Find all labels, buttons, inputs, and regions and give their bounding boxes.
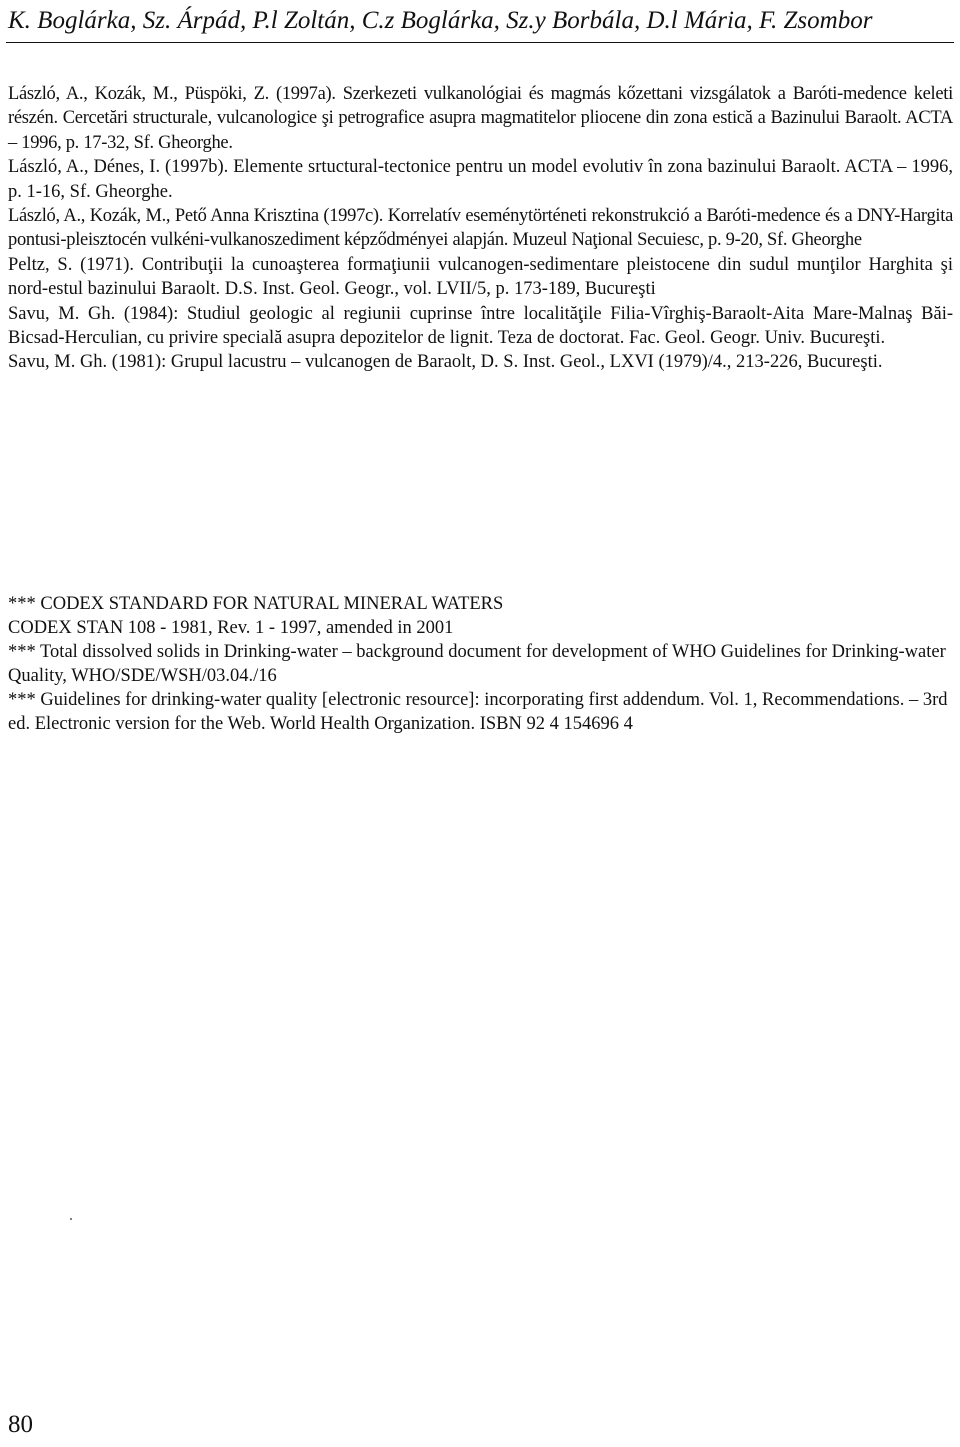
reference-entry: Savu, M. Gh. (1984): Studiul geologic al regiunii cuprinse între localităţile Filia-Vîrghiş-Baraolt-Aita Mare-Malnaş Băi-Bicsad-Herculian, cu privire specială asupra depozitelor de lignit. Teza de doctorat. Fac. Geol. Geogr. Univ. Bucureşti.: [8, 303, 953, 349]
standards-list: [8, 592, 953, 736]
reference-list: [8, 82, 953, 375]
standard-entry: *** CODEX STANDARD FOR NATURAL MINERAL WATERS: [8, 594, 504, 614]
standard-entry: CODEX STAN 108 - 1981, Rev. 1 - 1997, amended in 2001: [8, 618, 454, 638]
scan-speck: [70, 1218, 72, 1220]
reference-entry: László, A., Kozák, M., Pető Anna Krisztina (1997c). Korrelatív eseménytörténeti rekonstrukció a Baróti-medence és a DNY-Hargita pontusi-pleisztocén vulkéni-vulkanoszediment képződményei alapján. Muzeul Naţional Secuiesc, p. 9-20, Sf. Gheorghe: [8, 206, 953, 251]
standard-entry: *** Guidelines for drinking-water quality [electronic resource]: incorporating first addendum. Vol. 1, Recommendations. – 3rd ed. Electronic version for the Web. World Health Organization. ISBN 92 4 154696 4: [8, 690, 948, 734]
standard-entry: *** Total dissolved solids in Drinking-water – background document for development of WHO Guidelines for Drinking-water Quality, WHO/SDE/WSH/03.04./16: [8, 642, 946, 686]
running-header: K. Boglárka, Sz. Árpád, P.l Zoltán, C.z Boglárka, Sz.y Borbála, D.l Mária, F. Zsombor: [8, 7, 873, 34]
page-number: 80: [8, 1411, 33, 1438]
reference-entry: László, A., Kozák, M., Püspöki, Z. (1997a). Szerkezeti vulkanológiai és magmás kőzettani vizsgálatok a Baróti-medence keleti részén. Cercetări structurale, vulcanologice şi petrografice asupra magmatitelor pliocene din zona estică a Bazinului Baraolt. ACTA – 1996, p. 17-32, Sf. Gheorghe.: [8, 84, 953, 153]
reference-entry: Savu, M. Gh. (1981): Grupul lacustru – vulcanogen de Baraolt, D. S. Inst. Geol., LXVI (1979)/4., 213-226, Bucureşti.: [8, 352, 883, 373]
header-divider: [6, 42, 954, 43]
reference-entry: Peltz, S. (1971). Contribuţii la cunoaşterea formaţiunii vulcanogen-sedimentare pleistocene din sudul munţilor Harghita şi nord-estul bazinului Baraolt. D.S. Inst. Geol. Geogr., vol. LVII/5, p. 173-189, Bucureşti: [8, 254, 953, 300]
reference-entry: László, A., Dénes, I. (1997b). Elemente srtuctural-tectonice pentru un model evolutiv în zona bazinului Baraolt. ACTA – 1996, p. 1-16, Sf. Gheorghe.: [8, 157, 953, 202]
